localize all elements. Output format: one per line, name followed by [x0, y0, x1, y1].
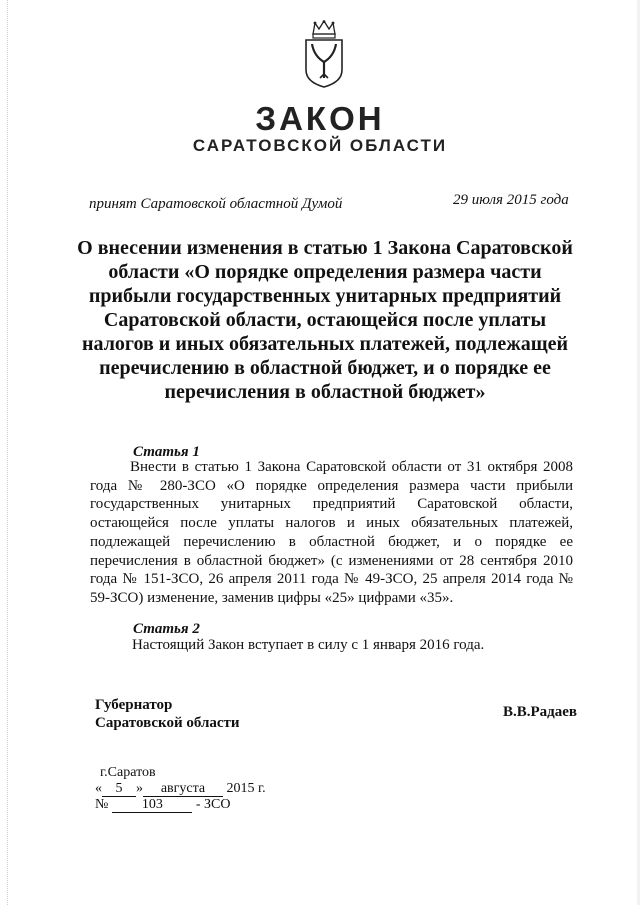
signing-place: г.Саратов — [100, 765, 156, 780]
adoption-date: 29 июля 2015 года — [453, 192, 569, 208]
article-1-text — [90, 458, 573, 608]
signing-day: 5 — [102, 782, 136, 797]
article-2-heading: Статья 2 — [133, 621, 200, 637]
article-1-body: Внести в статью 1 Закона Саратовской области от 31 октября 2008 года № 280-ЗСО «О порядке определения размера части прибыли государственных унитарных предприятий Саратовской области, остающейся после уплаты налогов и иных обязательных платежей, подлежащей перечислению в областной бюджет, и о порядке ее перечисления в областной бюджет» (с изменениями от 28 сентября 2010 года № 151-ЗСО, 26 апреля 2011 года № 49-ЗСО, 25 апреля 2014 года № 59-ЗСО) изменение, заменив цифры «25» цифрами «35». — [90, 459, 573, 606]
law-title: ЗАКОН — [255, 100, 385, 137]
article-2-text: Настоящий Закон вступает в силу с 1 января 2016 года. — [132, 637, 485, 653]
signer-title-line-2: Саратовской области — [95, 715, 240, 731]
number-prefix: № — [95, 797, 109, 812]
signer-name: В.В.Радаев — [503, 704, 578, 720]
law-subtitle: САРАТОВСКОЙ ОБЛАСТИ — [192, 136, 448, 155]
number-suffix: - ЗСО — [195, 797, 231, 812]
signing-month: августа — [143, 782, 223, 797]
law-number — [95, 797, 230, 813]
article-1-heading: Статья 1 — [133, 444, 200, 460]
signer-title — [95, 696, 240, 732]
number-value: 103 — [112, 798, 192, 813]
signing-year: 2015 г. — [226, 781, 266, 796]
signing-date: « 5 » августа 2015 г. — [95, 781, 266, 796]
law-heading: О внесении изменения в статью 1 Закона Саратовской области «О порядке определения размера части прибыли государственных унитарных предприятий Саратовской области, остающейся после уплаты налогов и иных обязательных платежей, подлежащей перечислению в областной бюджет, и о порядке ее перечисления в областной бюджет» — [77, 237, 573, 403]
adoption-statement: принят Саратовской областной Думой — [89, 196, 343, 212]
saratov-coat-of-arms-icon — [300, 20, 348, 88]
signer-title-line-1: Губернатор — [95, 697, 173, 713]
